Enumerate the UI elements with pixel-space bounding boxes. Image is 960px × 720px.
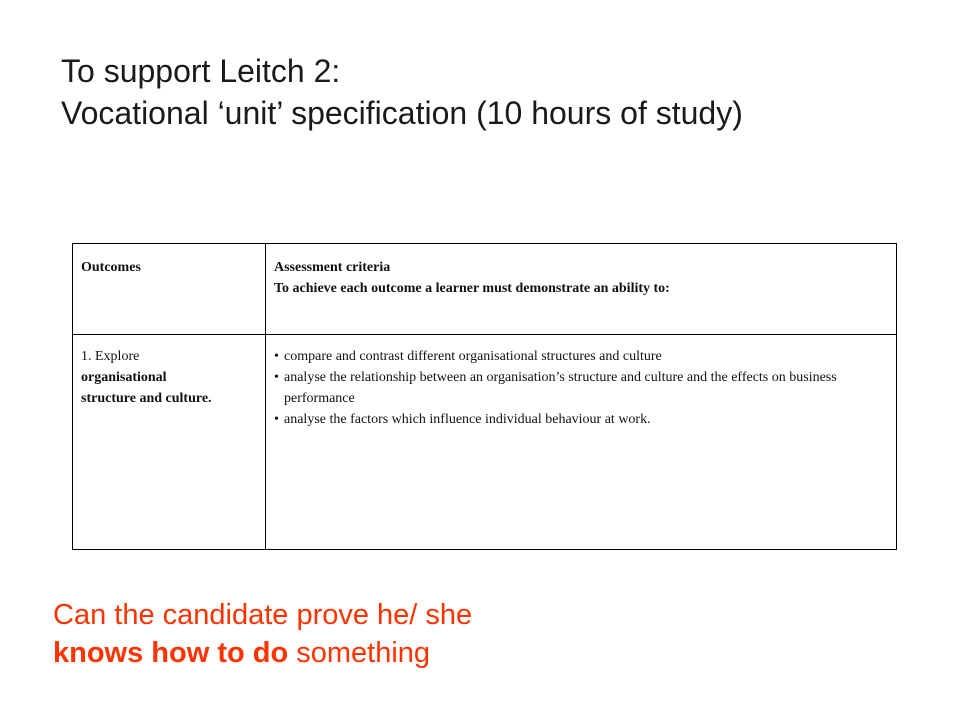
header-outcomes-cell xyxy=(73,244,266,335)
list-item xyxy=(274,409,888,430)
criteria-list xyxy=(274,346,888,430)
unit-specification-table xyxy=(72,243,897,550)
criterion-text: compare and contrast different organisational structures and culture xyxy=(284,349,662,364)
bullet-icon: • xyxy=(274,370,279,385)
closing-question-rest: something xyxy=(288,637,431,669)
header-outcomes-label: Outcomes xyxy=(81,260,141,275)
bullet-icon: • xyxy=(274,412,279,427)
criterion-text: analyse the relationship between an organisation’s structure and culture and the effects on business performance xyxy=(284,370,837,406)
closing-question-line-2 xyxy=(53,634,472,672)
table-header-row xyxy=(73,244,897,335)
outcome-title-line-2: structure and culture. xyxy=(81,391,212,406)
list-item xyxy=(274,346,888,367)
closing-question-line-1: Can the candidate prove he/ she xyxy=(53,599,473,631)
header-criteria-cell xyxy=(266,244,897,335)
header-criteria-subtitle: To achieve each outcome a learner must demonstrate an ability to: xyxy=(274,281,670,296)
slide-title-line-1: To support Leitch 2: xyxy=(61,53,341,89)
outcome-cell xyxy=(73,335,266,550)
closing-emphasis: knows how to do xyxy=(53,637,289,669)
outcome-number: 1. Explore xyxy=(81,349,140,364)
closing-question xyxy=(53,596,472,672)
criteria-cell xyxy=(266,335,897,550)
table-row xyxy=(73,335,897,550)
outcome-title-line-1: organisational xyxy=(81,370,167,385)
criterion-text: analyse the factors which influence individual behaviour at work. xyxy=(284,412,651,427)
slide-title xyxy=(61,50,743,134)
header-criteria-label: Assessment criteria xyxy=(274,260,391,275)
slide-title-line-2: Vocational ‘unit’ specification (10 hours of study) xyxy=(61,95,743,131)
list-item xyxy=(274,367,888,409)
bullet-icon: • xyxy=(274,349,279,364)
